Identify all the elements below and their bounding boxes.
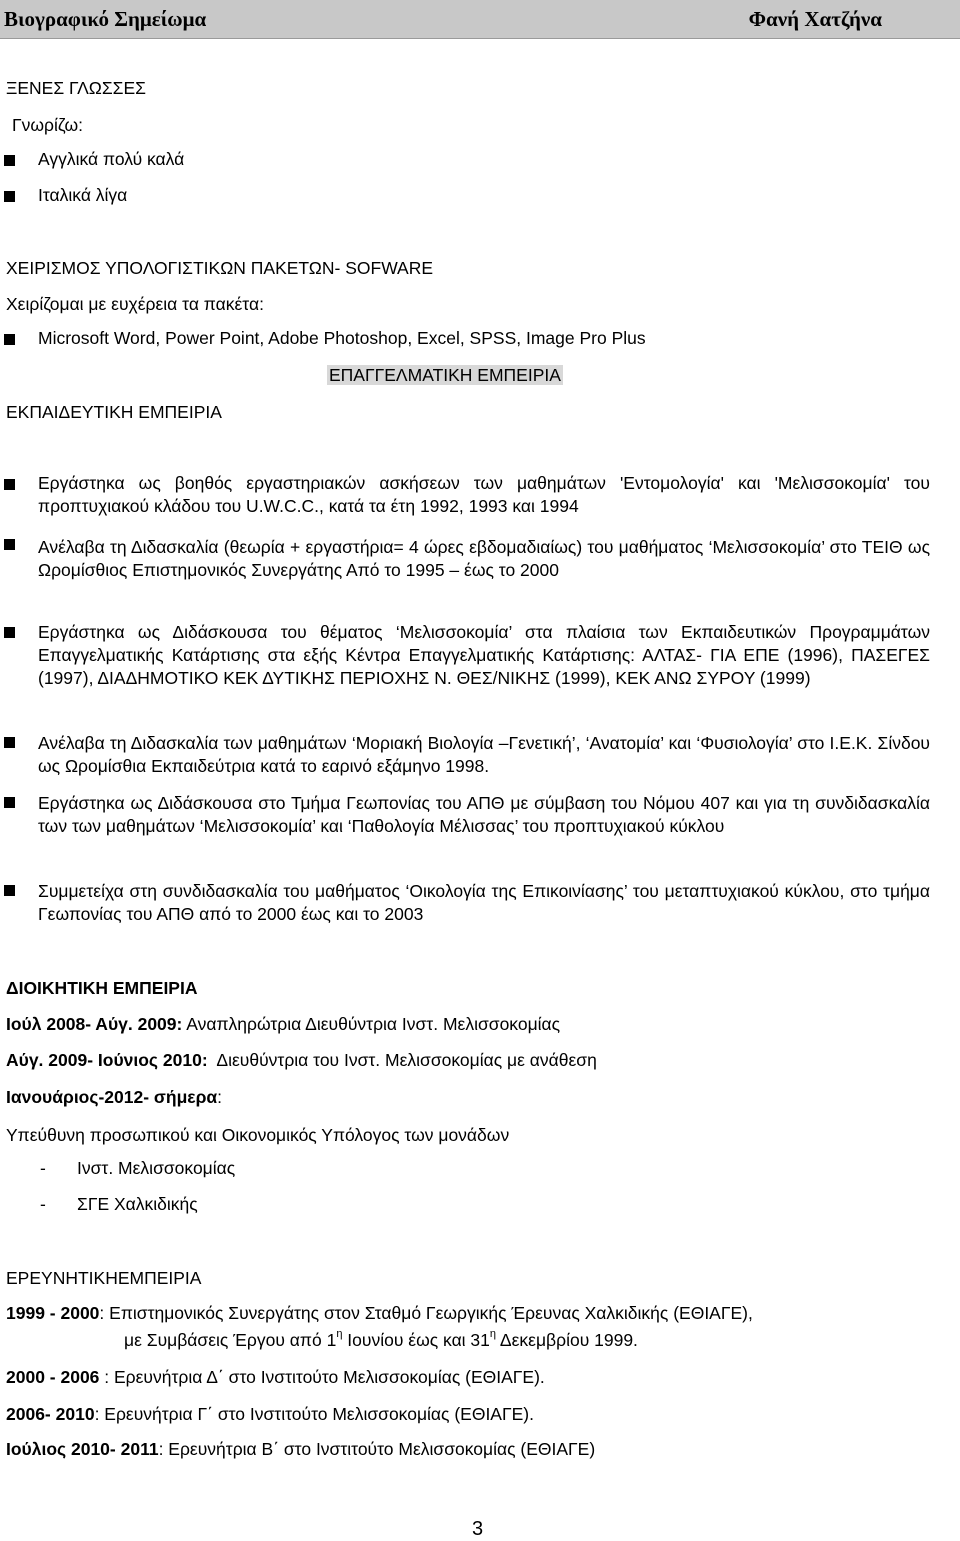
research-period: Ιούλιος 2010- 2011 (6, 1439, 159, 1459)
research-text: : Ερευνήτρια Β΄ στο Ινστιτούτο Μελισσοκομίας (ΕΘΙΑΓΕ) (158, 1439, 596, 1459)
admin-row (6, 1049, 597, 1072)
admin-period: Ιούλ 2008- Αύγ. 2009: (6, 1014, 183, 1034)
research-contract: με Συμβάσεις Έργου από $1^\eta$ Ιουνίου έως και $31^\eta$ Δεκεμβρίου 1999. (124, 1328, 638, 1350)
admin-row (6, 1013, 560, 1036)
admin-unit: ΣΓΕ Χαλκιδικής (77, 1194, 198, 1214)
bullet-icon (4, 334, 15, 345)
dash-marker: - (40, 1194, 46, 1214)
admin-period: Αύγ. 2009- Ιούνιος 2010: (6, 1050, 208, 1070)
bullet-icon (4, 737, 15, 748)
software-heading: ΧΕΙΡΙΣΜΟΣ ΥΠΟΛΟΓΙΣΤΙΚΩΝ ΠΑΚΕΤΩΝ- SOFWARE (6, 258, 434, 278)
bullet-icon (4, 479, 15, 490)
page-header (0, 0, 960, 39)
professional-heading: ΕΠΑΓΓΕΛΜΑΤΙΚΗ ΕΜΠΕΙΡΙΑ (329, 365, 561, 385)
admin-text: Αναπληρώτρια Διευθύντρια Ινστ. Μελισσοκομίας (182, 1014, 561, 1034)
admin-responsibility: Υπεύθυνη προσωπικού και Οικονομικός Υπόλογος των μονάδων (6, 1125, 510, 1145)
bullet-icon (4, 191, 15, 202)
educational-item: Εργάστηκα ως βοηθός εργαστηριακών ασκήσεων των μαθημάτων 'Εντομολογία' και 'Μελισσοκομία' του προπτυχιακού κλάδου του U.W.C.C., κατά τα έτη 1992, 1993 και 1994 (38, 473, 930, 516)
languages-intro: Γνωρίζω: (12, 115, 83, 135)
research-period: 2000 - 2006 (6, 1367, 100, 1387)
bullet-icon (4, 155, 15, 166)
header-author: Φανή Χατζήνα (748, 7, 882, 31)
bullet-icon (4, 627, 15, 638)
software-intro: Χειρίζομαι με ευχέρεια τα πακέτα: (6, 294, 264, 314)
research-row (6, 1403, 534, 1426)
page-number: 3 (472, 1518, 484, 1540)
software-item: Microsoft Word, Power Point, Adobe Photoshop, Excel, SPSS, Image Pro Plus (38, 328, 646, 348)
research-row (6, 1438, 595, 1461)
header-title: Βιογραφικό Σημείωμα (4, 7, 207, 31)
language-item: Ιταλικά λίγα (38, 185, 128, 205)
research-period: 1999 - 2000 (6, 1303, 100, 1323)
research-heading: ΕΡΕΥΝΗΤΙΚΗΕΜΠΕΙΡΙΑ (6, 1268, 202, 1288)
admin-unit: Ινστ. Μελισσοκομίας (77, 1158, 236, 1178)
bullet-icon (4, 885, 15, 896)
bullet-icon (4, 797, 15, 808)
admin-period: Ιανουάριος-2012- σήμερα (6, 1087, 218, 1107)
research-text: : Επιστημονικός Συνεργάτης στον Σταθμό Γεωργικής Έρευνας Χαλκιδικής (ΕΘΙΑΓΕ), (99, 1303, 753, 1323)
educational-item: Εργάστηκα ως Διδάσκουσα στο Τμήμα Γεωπονίας του ΑΠΘ με σύμβαση του Νόμου 407 και για τη συνδιδασκαλία των των μαθημάτων ‘Μελισσοκομία’ και ‘Παθολογία Μέλισσας’ του προπτυχιακού κύκλου (38, 793, 930, 836)
educational-item: Ανέλαβα τη Διδασκαλία (θεωρία + εργαστήρια= 4 ώρες εβδομαδιαίως) του μαθήματος ‘Μελισσοκομία’ στο ΤΕΙΘ ως Ωρομίσθιος Επιστημονικός Συνεργάτης Από το 1995 – έως το 2000 (38, 537, 930, 580)
admin-text: : (217, 1087, 223, 1107)
bullet-icon (4, 539, 15, 550)
language-item: Αγγλικά πολύ καλά (38, 149, 185, 169)
educational-heading: ΕΚΠΑΙΔΕΥΤΙΚΗ ΕΜΠΕΙΡΙΑ (6, 402, 222, 422)
languages-heading: ΞΕΝΕΣ ΓΛΩΣΣΕΣ (6, 78, 146, 98)
research-text: : Ερευνήτρια Δ΄ στο Ινστιτούτο Μελισσοκομίας (ΕΘΙΑΓΕ). (99, 1367, 545, 1387)
administrative-heading: ΔΙΟΙΚΗΤΙΚΗ ΕΜΠΕΙΡΙΑ (6, 978, 198, 998)
admin-row (6, 1086, 222, 1109)
research-period: 2006- 2010 (6, 1404, 95, 1424)
research-text: : Ερευνήτρια Γ΄ στο Ινστιτούτο Μελισσοκομίας (ΕΘΙΑΓΕ). (94, 1404, 534, 1424)
educational-item: Ανέλαβα τη Διδασκαλία των μαθημάτων ‘Μοριακή Βιολογία –Γενετική’, ‘Ανατομία’ και ‘Φυσιολογία’ στο Ι.Ε.Κ. Σίνδου ως Ωρομίσθια Εκπαιδεύτρια κατά το εαρινό εξάμηνο 1998. (38, 733, 930, 776)
admin-text: Διευθύντρια του Ινστ. Μελισσοκομίας με ανάθεση (207, 1050, 597, 1070)
educational-item: Εργάστηκα ως Διδάσκουσα του θέματος ‘Μελισσοκομία’ στα πλαίσια των Εκπαιδευτικών Προγραμμάτων Επαγγελματικής Κατάρτισης στα εξής Κέντρα Επαγγελματικής Κατάρτισης: ΑΛΤΑΣ- ΓΙΑ ΕΠΕ (1996), ΠΑΣΕΓΕΣ (1997), ΔΙΑΔΗΜΟΤΙΚΟ ΚΕΚ ΔΥΤΙΚΗΣ ΠΕΡΙΟΧΗΣ Ν. ΘΕΣ/ΝΙΚΗΣ (1999), ΚΕΚ ΑΝΩ ΣΥΡΟΥ (1999) (38, 622, 930, 688)
research-row (6, 1302, 753, 1325)
educational-item: Συμμετείχα στη συνδιδασκαλία του μαθήματος ‘Οικολογία της Επικοινίασης’ του μεταπτυχιακού κύκλου, στο τμήμα Γεωπονίας του ΑΠΘ από το 2000 έως και το 2003 (38, 881, 930, 924)
dash-marker: - (40, 1158, 46, 1178)
research-row (6, 1366, 545, 1389)
